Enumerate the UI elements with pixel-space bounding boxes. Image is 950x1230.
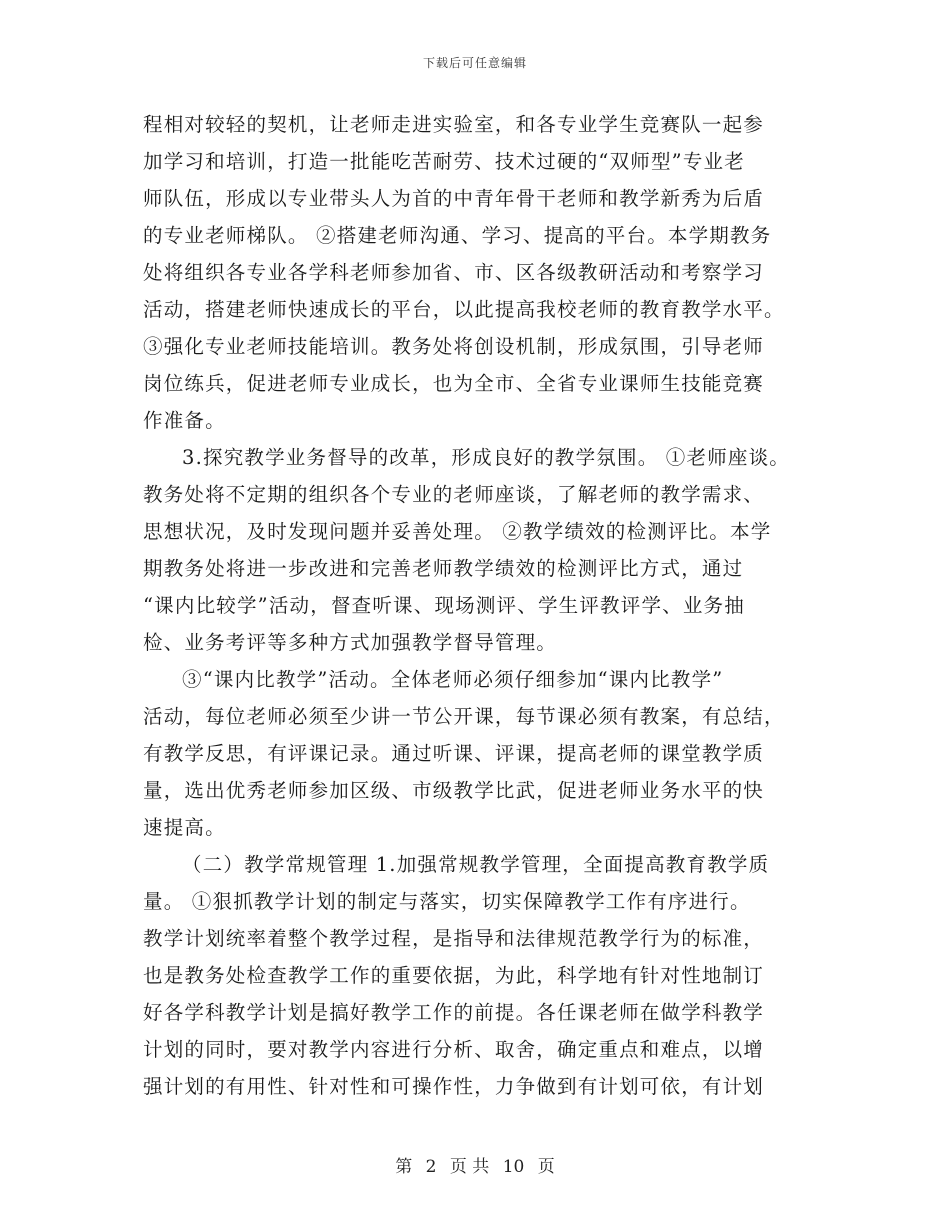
document-body: [143, 106, 823, 1105]
text-line: ③强化专业老师技能培训。教务处将创设机制，形成氛围，引导老师: [143, 335, 765, 358]
text-line: 活动，搭建老师快速成长的平台，以此提高我校老师的教育教学水平。: [143, 298, 785, 321]
text-line: 教学计划统率着整个教学过程，是指导和法律规范教学行为的标准，: [143, 927, 765, 950]
text-line: 速提高。: [143, 816, 226, 839]
text-line: 岗位练兵，促进老师专业成长，也为全市、全省专业课师生技能竞赛: [143, 372, 765, 395]
text-line: 活动，每位老师必须至少讲一节公开课，每节课必须有教案，有总结，: [143, 705, 785, 728]
text-line: 思想状况，及时发现问题并妥善处理。 ②教学绩效的检测评比。本学: [143, 520, 772, 543]
footer-suffix: 页: [537, 1157, 555, 1177]
footer-total-pages: 10: [502, 1157, 525, 1177]
text-line: ③“课内比教学”活动。全体老师必须仔细参加“课内比教学”: [182, 668, 724, 691]
text-line: 加学习和培训，打造一批能吃苦耐劳、技术过硬的“双师型”专业老: [143, 150, 745, 173]
text-line: 强计划的有用性、针对性和可操作性，力争做到有计划可依，有计划: [143, 1075, 765, 1098]
text-line: 有教学反思，有评课记录。通过听课、评课，提高老师的课堂教学质: [143, 742, 765, 765]
text-line: （二）教学常规管理 1.加强常规教学管理，全面提高教育教学质: [182, 853, 770, 876]
text-line: 检、业务考评等多种方式加强教学督导管理。: [143, 631, 558, 654]
text-line: 师队伍，形成以专业带头人为首的中青年骨干老师和教学新秀为后盾: [143, 187, 765, 210]
text-line: 量，选出优秀老师参加区级、市级教学比武，促进老师业务水平的快: [143, 779, 765, 802]
text-line: 教务处将不定期的组织各个专业的老师座谈，了解老师的教学需求、: [143, 483, 765, 506]
text-line: 处将组织各专业各学科老师参加省、市、区各级教研活动和考察学习: [143, 261, 765, 284]
text-line: 3.探究教学业务督导的改革，形成良好的教学氛围。 ①老师座谈。: [182, 446, 791, 469]
text-line: “课内比较学”活动，督查听课、现场测评、学生评教评学、业务抽: [143, 594, 745, 617]
text-line: 量。 ①狠抓教学计划的制定与落实，切实保障教学工作有序进行。: [143, 890, 751, 913]
footer-current-page: 2: [425, 1157, 437, 1177]
text-line: 的专业老师梯队。 ②搭建老师沟通、学习、提高的平台。本学期教务: [143, 224, 772, 247]
text-line: 计划的同时，要对教学内容进行分析、取舍，确定重点和难点，以增: [143, 1038, 765, 1061]
text-line: 程相对较轻的契机，让老师走进实验室，和各专业学生竞赛队一起参: [143, 113, 765, 136]
footer-prefix: 第: [395, 1157, 413, 1177]
page-header-note: 下载后可任意编辑: [422, 56, 527, 70]
text-line: 期教务处将进一步改进和完善老师教学绩效的检测评比方式，通过: [143, 557, 744, 580]
text-line: 作准备。: [143, 409, 226, 432]
footer-middle: 页 共: [449, 1157, 490, 1177]
text-line: 也是教务处检查教学工作的重要依据，为此，科学地有针对性地制订: [143, 964, 765, 987]
text-line: 好各学科教学计划是搞好教学工作的前提。各任课老师在做学科教学: [143, 1001, 765, 1024]
page-footer: [0, 1152, 950, 1177]
